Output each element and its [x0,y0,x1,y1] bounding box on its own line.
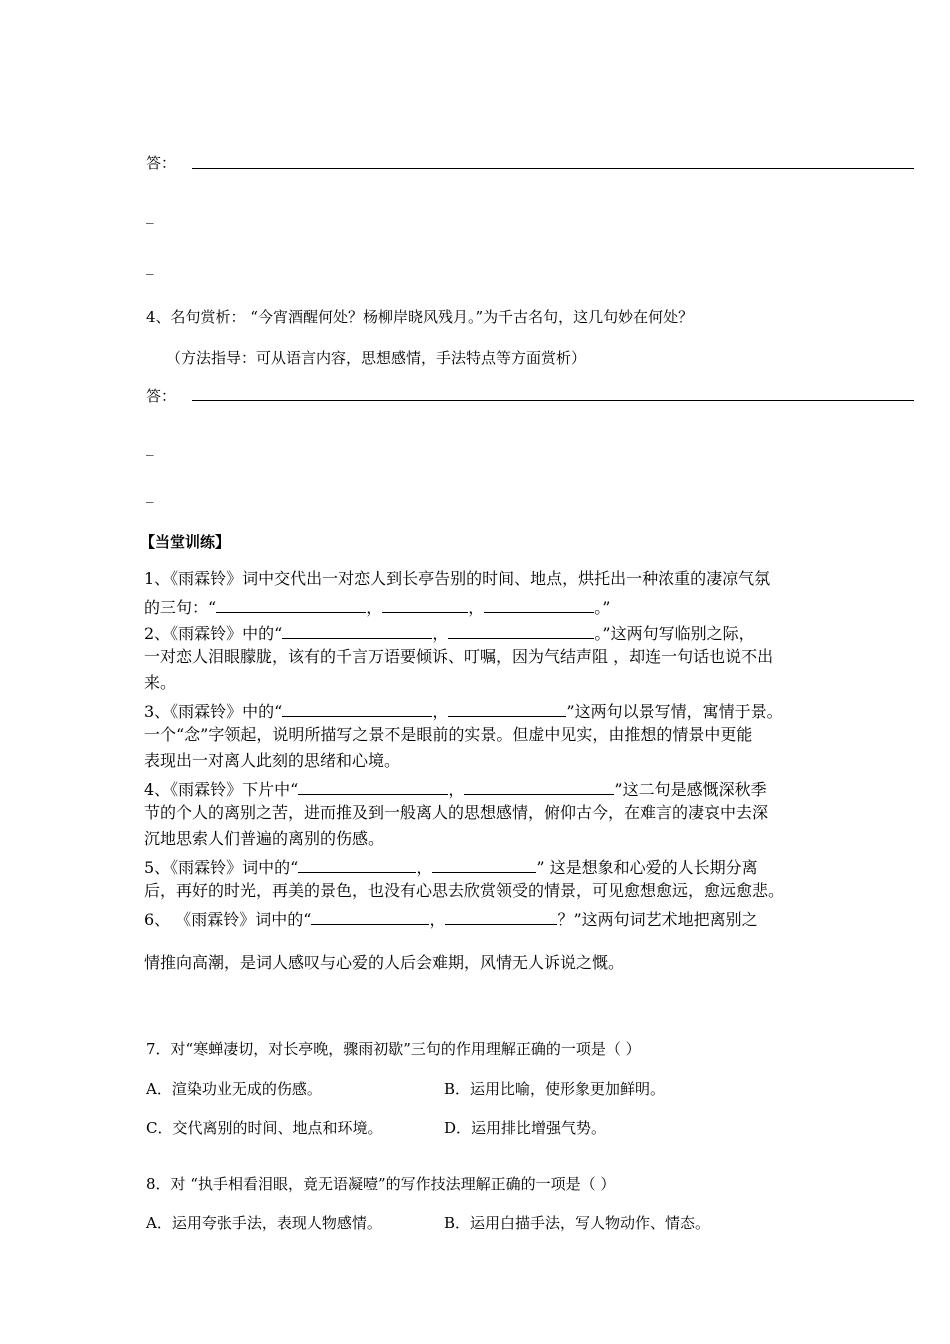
fill-blank[interactable] [216,597,366,613]
q8-option-a[interactable]: A．运用夸张手法，表现人物感情。 [146,1214,382,1232]
fill-item-6-line-2: 情推向高潮，是词人感叹与心爱的人后会难期，风情无人诉说之慨。 [144,953,625,972]
item-1-suffix: 。” [594,598,611,617]
fill-item-4-line-1 [144,779,767,798]
item-1-prefix: 的三句：“ [144,598,217,617]
item-2-prefix: 2、《雨霖铃》中的“ [144,624,283,643]
q7-stem: 7．对“寒蝉凄切，对长亭晚，骤雨初歇”三句的作用理解正确的一项是（ ） [146,1040,641,1058]
q8-option-b[interactable]: B．运用白描手法，写人物动作、情态。 [444,1214,711,1232]
q7-option-b[interactable]: B．运用比喻，使形象更加鲜明。 [444,1080,666,1098]
fill-blank[interactable] [445,909,557,925]
blank-line-marker: _ [146,485,154,503]
fill-item-4-line-2: 节的个人的离别之苦，进而推及到一般离人的思想感情，俯仰古今，在难言的凄哀中去深 [144,803,769,822]
blank-line-marker: _ [146,206,154,224]
item-2-suffix: 。”这两句写临别之际， [594,624,755,643]
q7-option-c[interactable]: C．交代离别的时间、地点和环境。 [146,1119,383,1137]
q7-option-a[interactable]: A．渲染功业无成的伤感。 [146,1080,322,1098]
fill-item-2-line-1 [144,623,755,642]
comma: ， [429,910,446,929]
comma: ， [432,702,449,721]
comma: ， [468,598,485,617]
fill-item-2-line-3: 来。 [144,673,177,692]
item-3-prefix: 3、《雨霖铃》中的“ [144,702,283,721]
fill-item-5-line-2: 后，再好的时光，再美的景色，也没有心思去欣赏领受的情景，可见愈想愈远，愈远愈悲。 [144,881,785,900]
comma: ， [432,624,449,643]
fill-blank[interactable] [382,597,468,613]
fill-blank[interactable] [311,909,429,925]
item-5-prefix: 5、《雨霖铃》词中的“ [144,858,299,877]
fill-blank[interactable] [432,857,536,873]
fill-blank[interactable] [448,701,566,717]
fill-blank[interactable] [464,779,614,795]
fill-item-2-line-2: 一对恋人泪眼朦胧，该有的千言万语要倾诉、叮嘱，因为气结声阻 ，却连一句话也说不出 [144,647,774,666]
section-title: 【当堂训练】 [140,533,231,551]
fill-item-5-line-1 [144,857,758,876]
q4-hint: （方法指导：可从语言内容，思想感情，手法特点等方面赏析） [166,349,587,367]
blank-line-marker: _ [146,438,154,456]
item-4-prefix: 4、《雨霖铃》下片中“ [144,780,299,799]
blank-line-marker: _ [146,257,154,275]
comma: ， [366,598,383,617]
fill-blank[interactable] [298,857,416,873]
comma: ， [416,858,433,877]
fill-item-1-line-1: 1、《雨霖铃》词中交代出一对恋人到长亭告别的时间、地点，烘托出一种浓重的凄凉气氛 [144,569,771,588]
fill-blank[interactable] [484,597,594,613]
q8-stem: 8．对 “执手相看泪眼，竟无语凝噎”的写作技法理解正确的一项是（ ） [146,1175,616,1193]
fill-blank[interactable] [298,779,448,795]
item-5-suffix: ” 这是想象和心爱的人长期分离 [536,858,758,877]
fill-item-1-line-2 [144,597,610,616]
item-3-suffix: ”这两句以景写情，寓情于景。 [566,702,783,721]
item-6-suffix: ？”这两句词艺术地把离别之 [557,910,758,929]
fill-item-3-line-1 [144,701,783,720]
fill-blank[interactable] [282,623,432,639]
item-6-prefix: 6、 《雨霖铃》词中的“ [144,910,312,929]
item-4-suffix: ”这二句是感慨深秋季 [614,780,767,799]
fill-blank[interactable] [282,701,432,717]
q7-option-d[interactable]: D．运用排比增强气势。 [444,1119,607,1137]
answer-label: 答： [146,154,177,172]
answer-line[interactable] [192,168,914,169]
answer-line[interactable] [192,400,914,401]
comma: ， [448,780,465,799]
fill-item-6-line-1 [144,909,758,928]
fill-item-4-line-3: 沉地思索人们普遍的离别的伤感。 [144,829,385,848]
fill-item-3-line-2: 一个“念”字领起，说明所描写之景不是眼前的实景。但虚中见实，由推想的情景中更能 [144,725,753,744]
answer-label: 答： [146,387,177,405]
q4-text: 4、名句赏析： “今宵酒醒何处？杨柳岸晓风残月。”为千古名句，这几句妙在何处？ [146,308,694,326]
fill-blank[interactable] [448,623,594,639]
fill-item-3-line-3: 表现出一对离人此刻的思绪和心境。 [144,751,401,770]
